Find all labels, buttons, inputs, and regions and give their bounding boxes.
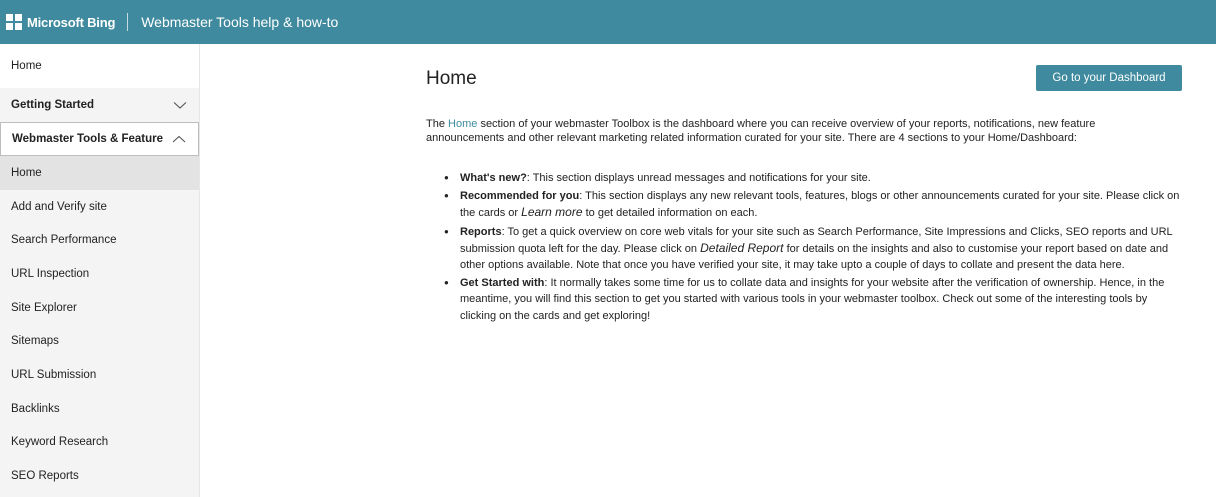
sidebar-section-label: Webmaster Tools & Feature (12, 133, 164, 145)
sidebar-item-label: Add and Verify site (11, 200, 107, 213)
bullet-text-continued: for details on the insights and also to customise your report based on date and other options available. Note that once you have verified your site, it may take upto a couple of days to collate and present the data here. (460, 242, 1169, 272)
microsoft-bing-logo[interactable] (6, 14, 115, 30)
bullet-text: : To get a quick overview on core web vitals for your site such as Search Performance, Site Impressions and Clicks, SEO reports and URL submission quota left for the day. Please click on (460, 225, 1173, 255)
sidebar-item-label: Backlinks (11, 402, 60, 415)
sidebar-item-label: Home (11, 166, 42, 179)
sidebar-item-url-submission[interactable] (0, 358, 199, 392)
sidebar-item-label: Keyword Research (11, 436, 109, 449)
chevron-down-icon (173, 98, 187, 112)
bullet-term: Recommended for you (460, 190, 580, 203)
sidebar-item-label: Sitemaps (11, 335, 59, 348)
list-item (444, 170, 1184, 186)
sidebar-item-site-explorer[interactable] (0, 291, 199, 325)
sidebar-item-sitemaps[interactable] (0, 324, 199, 358)
home-link[interactable]: Home (448, 118, 478, 130)
sidebar-nav (0, 44, 200, 497)
learn-more-link[interactable]: Learn more (521, 205, 583, 220)
sidebar-item-label: SEO Reports (11, 470, 79, 483)
top-bar (0, 0, 1216, 44)
sidebar-item-label: Site Explorer (11, 301, 77, 314)
sidebar-section-label: Getting Started (11, 99, 95, 111)
sidebar-item-home-top[interactable] (0, 44, 199, 88)
brand-name: Microsoft Bing (27, 14, 116, 30)
sidebar-item-seo-reports[interactable] (0, 459, 199, 493)
list-item (444, 275, 1184, 324)
product-title[interactable]: Webmaster Tools help & how-to (141, 14, 339, 30)
sidebar-section-getting-started[interactable] (0, 88, 199, 122)
header-separator (127, 13, 128, 31)
sidebar-item-url-inspection[interactable] (0, 257, 199, 291)
list-item (444, 224, 1184, 274)
sidebar-section-webmaster-tools[interactable] (0, 122, 199, 156)
dashboard-sections-list (444, 170, 1184, 326)
intro-prefix: The (426, 118, 445, 130)
bullet-text: : This section displays unread messages and notifications for your site. (526, 172, 871, 184)
go-to-dashboard-button[interactable]: Go to your Dashboard (1036, 65, 1182, 91)
list-item (444, 188, 1184, 221)
bullet-term: What's new? (460, 172, 527, 184)
sidebar-item-home[interactable] (0, 156, 199, 190)
sidebar-item-search-performance[interactable] (0, 223, 199, 257)
intro-text: section of your webmaster Toolbox is the dashboard where you can receive overview of your reports, notifications, new feature announcements and other relevant marketing related information curated for your site. There are 4 sections to your Home/Dashboard: (426, 118, 1096, 144)
detailed-report-link[interactable]: Detailed Report (700, 240, 784, 255)
intro-paragraph (426, 117, 1166, 145)
bullet-term: Get Started with (460, 277, 545, 290)
sidebar-item-label: Home (11, 60, 42, 72)
sidebar-item-keyword-research[interactable] (0, 426, 199, 460)
sidebar-item-add-verify-site[interactable] (0, 190, 199, 224)
page-title: Home (426, 68, 477, 89)
bullet-text: : This section displays any new relevant tools, features, blogs or other announcements curated for your site. Please click on the cards or (460, 190, 1180, 220)
sidebar-item-backlinks[interactable] (0, 392, 199, 426)
main-content (426, 44, 1186, 497)
bullet-text-continued: to get detailed information on each. (585, 207, 758, 220)
chevron-up-icon (172, 132, 186, 146)
microsoft-logo-icon (6, 14, 22, 30)
sidebar-item-label: URL Submission (11, 368, 97, 381)
sidebar-item-label: URL Inspection (11, 267, 90, 280)
sidebar-item-label: Search Performance (11, 234, 117, 247)
bullet-term: Reports (460, 225, 502, 238)
bullet-text: : It normally takes some time for us to collate data and insights for your website after the verification of ownership. Hence, in the meantime, you will find this section to get you started with various tools in your webmaster toolbox. Check out some of the interesting tools by clicking on the cards and get exploring! (460, 277, 1165, 322)
